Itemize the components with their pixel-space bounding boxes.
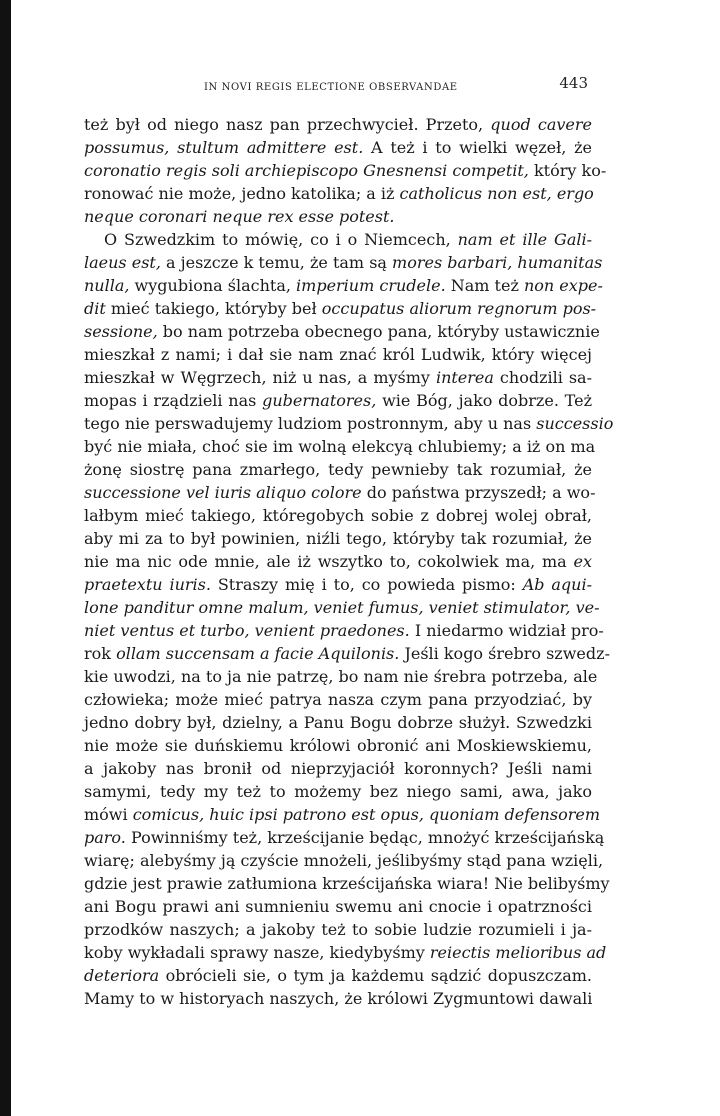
latin-phrase: quod cavere bbox=[490, 115, 592, 134]
latin-phrase: coronatio regis soli archiepiscopo Gnesnensi competit, bbox=[84, 161, 529, 180]
text-line bbox=[84, 642, 610, 665]
latin-phrase: sessione, bbox=[84, 322, 158, 341]
text-line bbox=[84, 182, 592, 205]
text-line bbox=[84, 458, 592, 481]
text-line bbox=[84, 481, 596, 504]
text-segment: chodzili sa- bbox=[493, 368, 592, 387]
latin-phrase: gubernatores, bbox=[262, 391, 377, 410]
latin-phrase: catholicus non est, ergo bbox=[399, 184, 594, 203]
latin-phrase: paro. bbox=[84, 828, 126, 847]
text-line bbox=[84, 619, 604, 642]
text-segment: A też i to wielki węzeł, że bbox=[363, 138, 593, 157]
latin-phrase: successione vel iuris aliquo colore bbox=[84, 483, 362, 502]
text-segment: żonę siostrę pana zmarłego, tedy pewnieby tak rozumiał, że bbox=[84, 460, 592, 479]
latin-phrase: comicus, huic ipsi patrono est opus, quoniam defensorem bbox=[132, 805, 600, 824]
text-segment: który ko- bbox=[528, 161, 607, 180]
text-line bbox=[84, 366, 592, 389]
text-segment: I niedarmo widział pro- bbox=[409, 621, 604, 640]
latin-phrase: ex bbox=[573, 552, 592, 571]
text-segment: nie ma nic ode mnie, ale iż wszytko to, cokolwiek ma, ma bbox=[84, 552, 574, 571]
text-line bbox=[84, 918, 592, 941]
latin-phrase: ollam succensam a facie Aquilonis. bbox=[116, 644, 400, 663]
page-header bbox=[84, 74, 592, 98]
latin-phrase: Ab aqui- bbox=[522, 575, 593, 594]
latin-phrase: nulla, bbox=[84, 276, 130, 295]
latin-phrase: niet ventus et turbo, venient praedones. bbox=[84, 621, 410, 640]
text-segment: do państwa przyszedł; a wo- bbox=[361, 483, 596, 502]
text-segment: koby wykładali sprawy nasze, kiedybyśmy bbox=[84, 943, 430, 962]
text-segment: aby mi za to był powinien, niźli tego, któryby tak rozumiał, że bbox=[84, 529, 592, 548]
text-segment: Jeśli kogo śrebro szwedz- bbox=[399, 644, 610, 663]
text-segment: kie uwodzi, na to ja nie patrzę, bo nam nie śrebra potrzeba, ale bbox=[84, 667, 598, 686]
text-line bbox=[84, 849, 604, 872]
text-line bbox=[84, 113, 592, 136]
text-segment: a jeszcze k temu, że tam są bbox=[160, 253, 393, 272]
text-segment: wie Bóg, jako dobrze. Też bbox=[376, 391, 592, 410]
book-spine-shadow bbox=[0, 0, 11, 1116]
text-segment: człowieka; może mieć patrya nasza czym pana przyodziać, by bbox=[84, 690, 592, 709]
text-segment: gdzie jest prawie zatłumiona krześcijańska wiara! Nie belibyśmy bbox=[84, 874, 610, 893]
text-line bbox=[84, 596, 600, 619]
text-segment: przodków naszych; a jakoby też to sobie ludzie rozumieli i ja- bbox=[84, 920, 592, 939]
text-segment: samymi, tedy my też to możemy bez niego sami, awa, jako bbox=[84, 782, 592, 801]
latin-phrase: mores barbari, humanitas bbox=[392, 253, 603, 272]
latin-phrase: possumus, stultum admittere est. bbox=[84, 138, 364, 157]
text-segment: mówi bbox=[84, 805, 133, 824]
text-line bbox=[84, 987, 592, 1010]
text-line bbox=[84, 136, 592, 159]
text-segment: Nam też bbox=[445, 276, 524, 295]
text-line bbox=[84, 274, 603, 297]
latin-phrase: nam et ille Gali- bbox=[457, 230, 593, 249]
text-segment: mieszkał z nami; i dał sie nam znać król Ludwik, który więcej bbox=[84, 345, 592, 364]
text-line bbox=[84, 504, 592, 527]
latin-phrase: successio bbox=[536, 414, 614, 433]
text-segment: a jakoby nas bronił od nieprzyjaciół koronnych? Jeśli nami bbox=[84, 759, 592, 778]
latin-phrase: lone panditur omne malum, veniet fumus, veniet stimulator, ve- bbox=[84, 598, 600, 617]
text-segment: bo nam potrzeba obecnego pana, któryby ustawicznie bbox=[157, 322, 600, 341]
latin-phrase: interea bbox=[435, 368, 494, 387]
text-line bbox=[84, 734, 592, 757]
text-line bbox=[84, 297, 597, 320]
text-line bbox=[84, 780, 592, 803]
text-line bbox=[84, 435, 596, 458]
text-line bbox=[84, 573, 592, 596]
text-line bbox=[84, 711, 592, 734]
text-line bbox=[84, 389, 592, 412]
text-line bbox=[84, 665, 598, 688]
text-segment: obrócieli sie, o tym ja każdemu sądzić dopuszczam. bbox=[159, 966, 592, 985]
text-segment: mieszkał w Węgrzech, niż u nas, a myśmy bbox=[84, 368, 436, 387]
text-segment: Mamy to w historyach naszych, że królowi Zygmuntowi dawali bbox=[84, 989, 593, 1008]
text-line bbox=[84, 895, 592, 918]
text-segment: tego nie perswadujemy ludziom postronnym, aby u nas bbox=[84, 414, 537, 433]
text-line bbox=[84, 527, 592, 550]
text-line bbox=[84, 964, 592, 987]
text-segment: być nie miała, choć sie im wolną elekcyą chlubiemy; a iż on ma bbox=[84, 437, 596, 456]
text-line bbox=[84, 872, 610, 895]
text-segment: Powinniśmy też, krześcijanie będąc, mnożyć krześcijańską bbox=[125, 828, 605, 847]
text-line bbox=[84, 251, 603, 274]
latin-phrase: laeus est, bbox=[84, 253, 161, 272]
text-line bbox=[84, 688, 592, 711]
latin-phrase: praetextu iuris. bbox=[84, 575, 211, 594]
text-line bbox=[84, 205, 592, 228]
text-line bbox=[84, 757, 592, 780]
latin-phrase: reiectis melioribus ad bbox=[429, 943, 607, 962]
body-text bbox=[84, 113, 614, 1010]
page-number: 443 bbox=[559, 74, 588, 92]
text-segment: mopas i rządzieli nas bbox=[84, 391, 263, 410]
running-title: IN NOVI REGIS ELECTIONE OBSERVANDAE bbox=[204, 82, 458, 93]
latin-phrase: non expe- bbox=[523, 276, 603, 295]
text-line bbox=[84, 159, 607, 182]
text-line bbox=[84, 343, 592, 366]
text-segment: ronować nie może, jedno katolika; a iż bbox=[84, 184, 400, 203]
latin-phrase: occupatus aliorum regnorum pos- bbox=[321, 299, 597, 318]
text-segment: nie może sie duńskiemu królowi obronić ani Moskiewskiemu, bbox=[84, 736, 592, 755]
latin-phrase: deteriora bbox=[84, 966, 160, 985]
text-line bbox=[84, 941, 607, 964]
text-segment: wiarę; alebyśmy ją czyście mnożeli, jeślibyśmy stąd pana wzięli, bbox=[84, 851, 604, 870]
text-segment: jedno dobry był, dzielny, a Panu Bogu dobrze służył. Szwedzki bbox=[84, 713, 592, 732]
text-segment: ani Bogu prawi ani sumnieniu swemu ani cnocie i opatrzności bbox=[84, 897, 592, 916]
text-line bbox=[84, 803, 600, 826]
text-segment: Straszy mię i to, co powieda pismo: bbox=[210, 575, 523, 594]
latin-phrase: neque coronari neque rex esse potest. bbox=[84, 207, 395, 226]
text-segment: mieć takiego, któryby beł bbox=[105, 299, 322, 318]
text-segment: lałbym mieć takiego, któregobych sobie z dobrej wolej obrał, bbox=[84, 506, 592, 525]
text-segment: rok bbox=[84, 644, 117, 663]
text-line bbox=[84, 550, 592, 573]
text-line bbox=[84, 826, 605, 849]
latin-phrase: imperium crudele. bbox=[296, 276, 446, 295]
text-line bbox=[84, 228, 592, 251]
text-segment: O Szwedzkim to mówię, co i o Niemcech, bbox=[104, 230, 458, 249]
text-segment: też był od niego nasz pan przechwycieł. Przeto, bbox=[84, 115, 491, 134]
text-segment: wygubiona ślachta, bbox=[129, 276, 297, 295]
latin-phrase: dit bbox=[84, 299, 106, 318]
text-line bbox=[84, 412, 614, 435]
text-line bbox=[84, 320, 600, 343]
